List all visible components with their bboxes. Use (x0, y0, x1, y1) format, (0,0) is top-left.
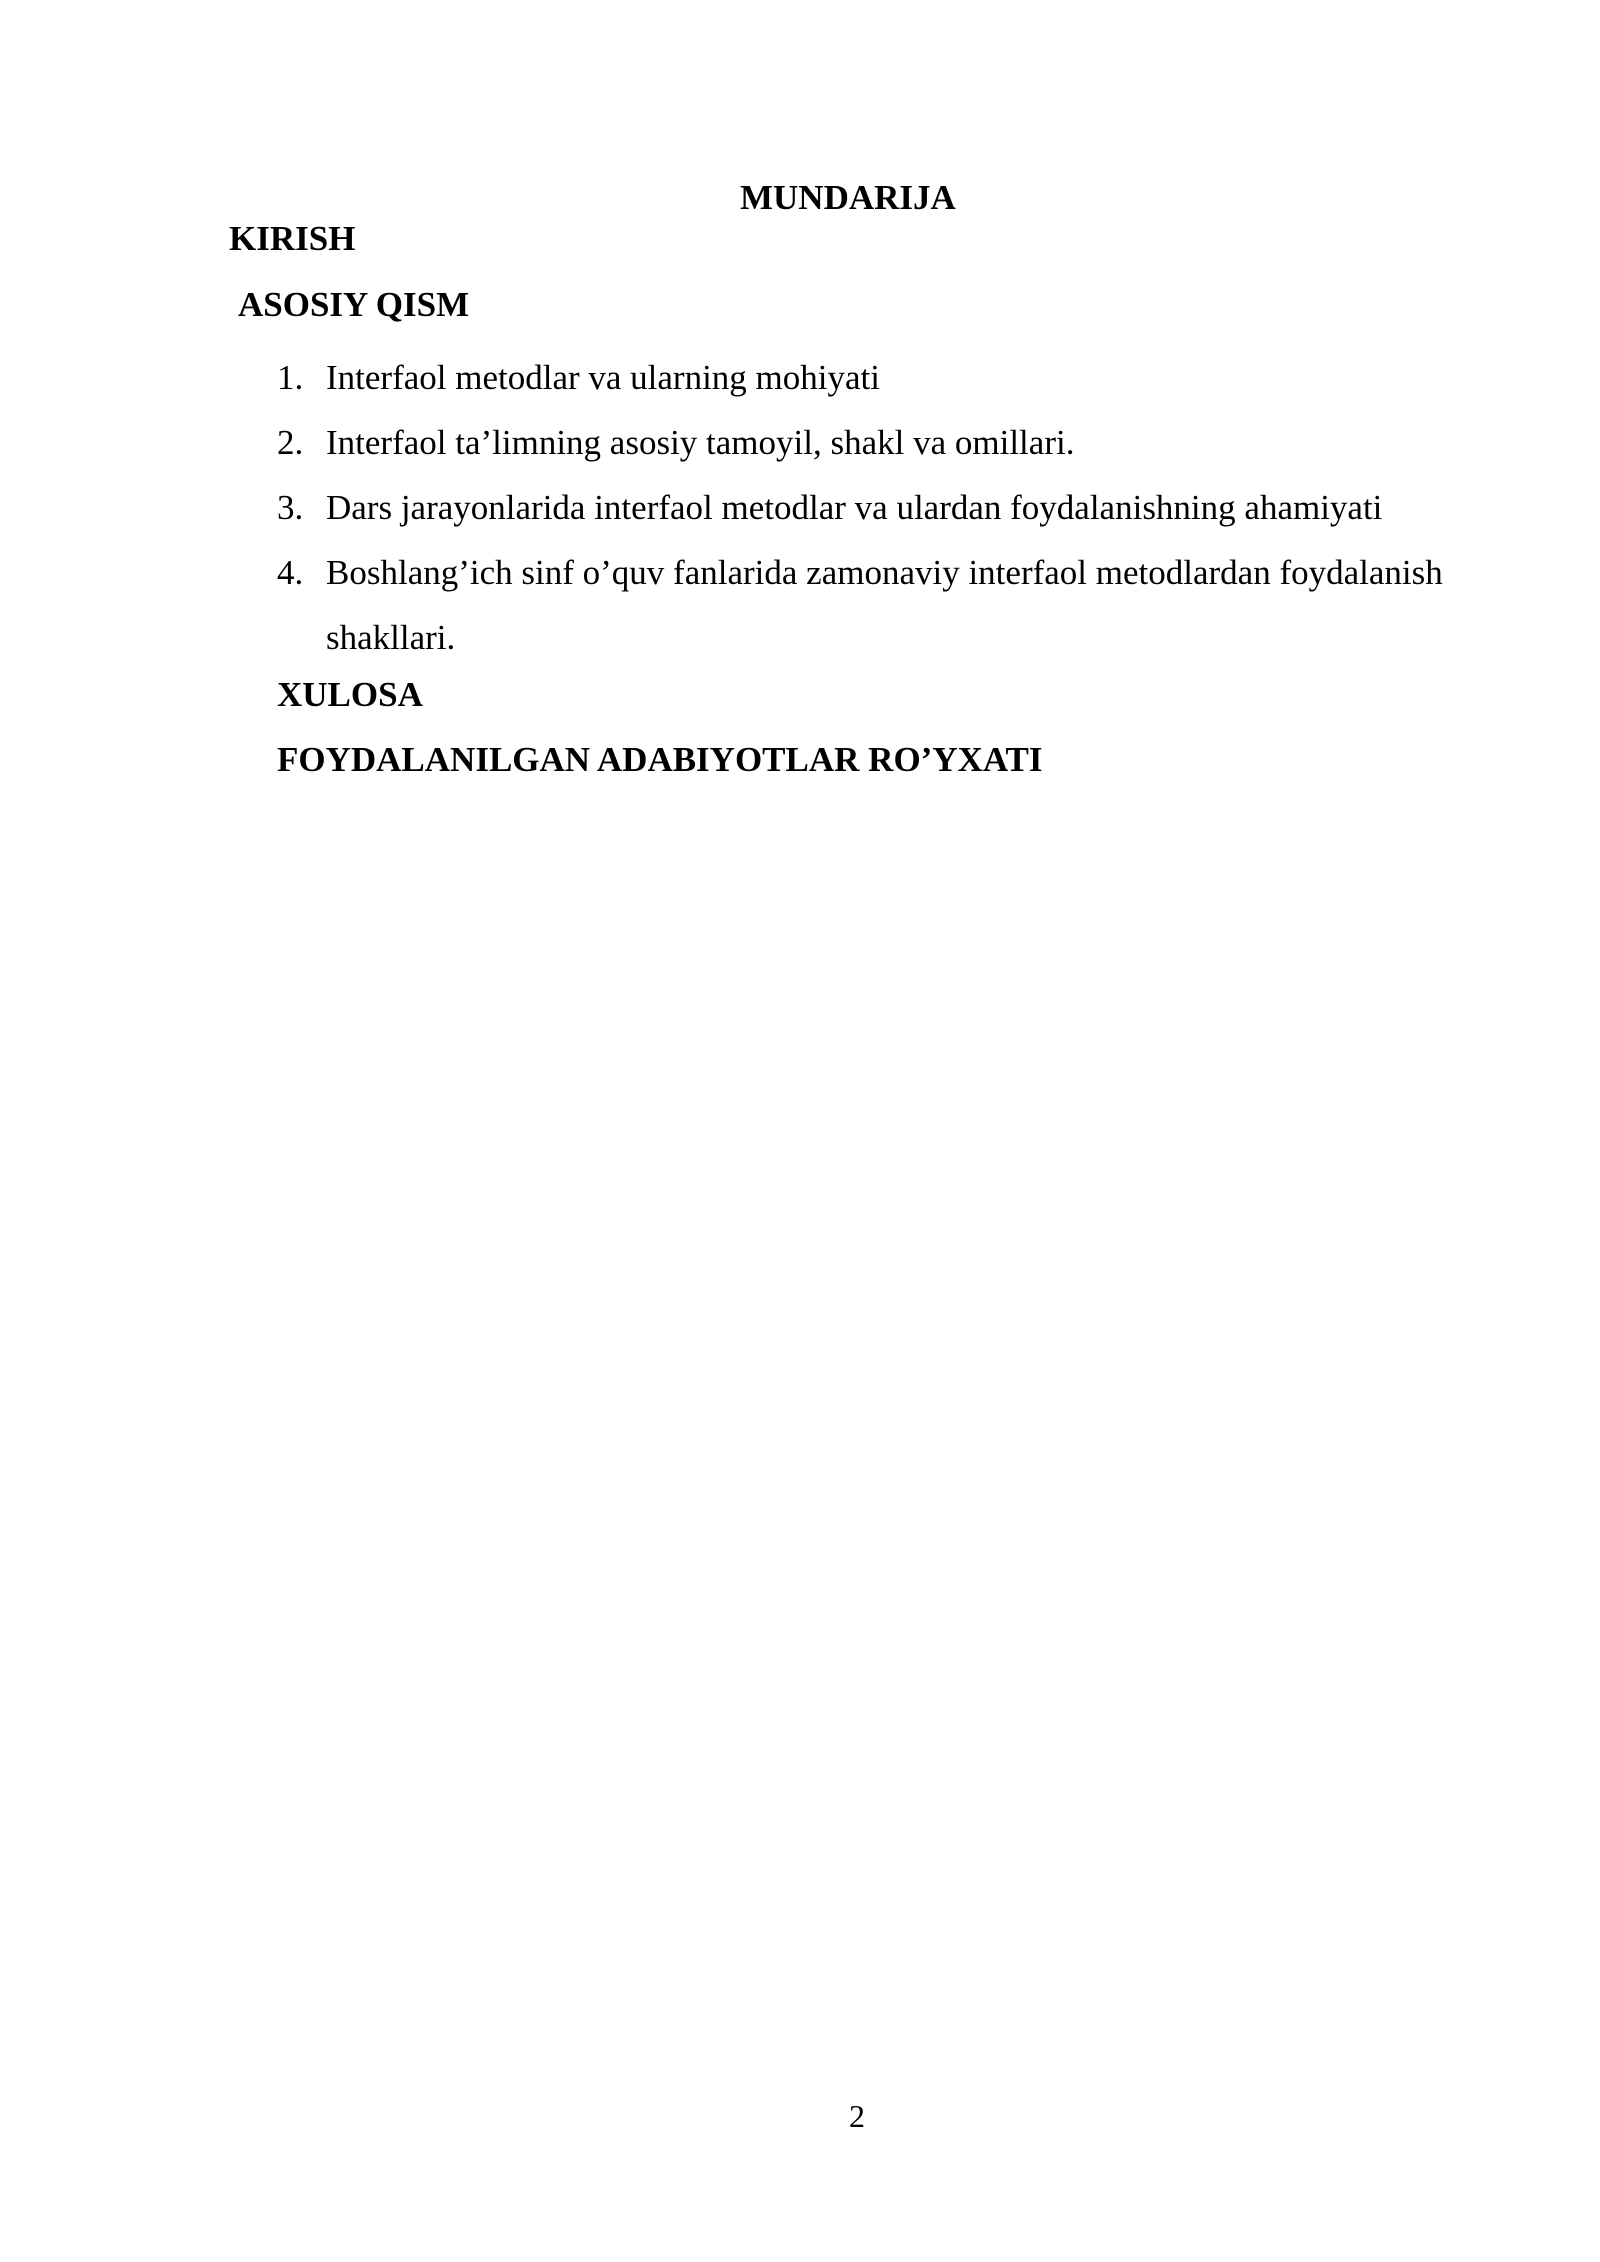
list-item (277, 540, 1477, 670)
list-item (277, 345, 1477, 410)
main-part-list (277, 345, 1477, 670)
list-item-number: 4. (277, 553, 304, 592)
list-item-number: 1. (277, 358, 304, 397)
toc-heading-conclusion: XULOSA (277, 675, 423, 714)
toc-heading-main-part: ASOSIY QISM (238, 285, 470, 324)
list-item-text: Interfaol ta’limning asosiy tamoyil, shakl va omillari. (326, 423, 1075, 462)
toc-heading-references: FOYDALANILGAN ADABIYOTLAR RO’YXATI (277, 740, 1043, 779)
list-item-number: 2. (277, 423, 304, 462)
list-item-number: 3. (277, 488, 304, 527)
list-item-text: Interfaol metodlar va ularning mohiyati (326, 358, 880, 397)
table-of-contents-title: MUNDARIJA (740, 178, 956, 218)
list-item (277, 475, 1477, 540)
page-number: 2 (849, 2098, 865, 2134)
list-item-text: Boshlang’ich sinf o’quv fanlarida zamonaviy interfaol metodlardan foydalanish shakllari. (326, 553, 1443, 657)
toc-heading-introduction: KIRISH (229, 219, 356, 258)
list-item-text: Dars jarayonlarida interfaol metodlar va ulardan foydalanishning ahamiyati (326, 488, 1383, 527)
list-item (277, 410, 1477, 475)
